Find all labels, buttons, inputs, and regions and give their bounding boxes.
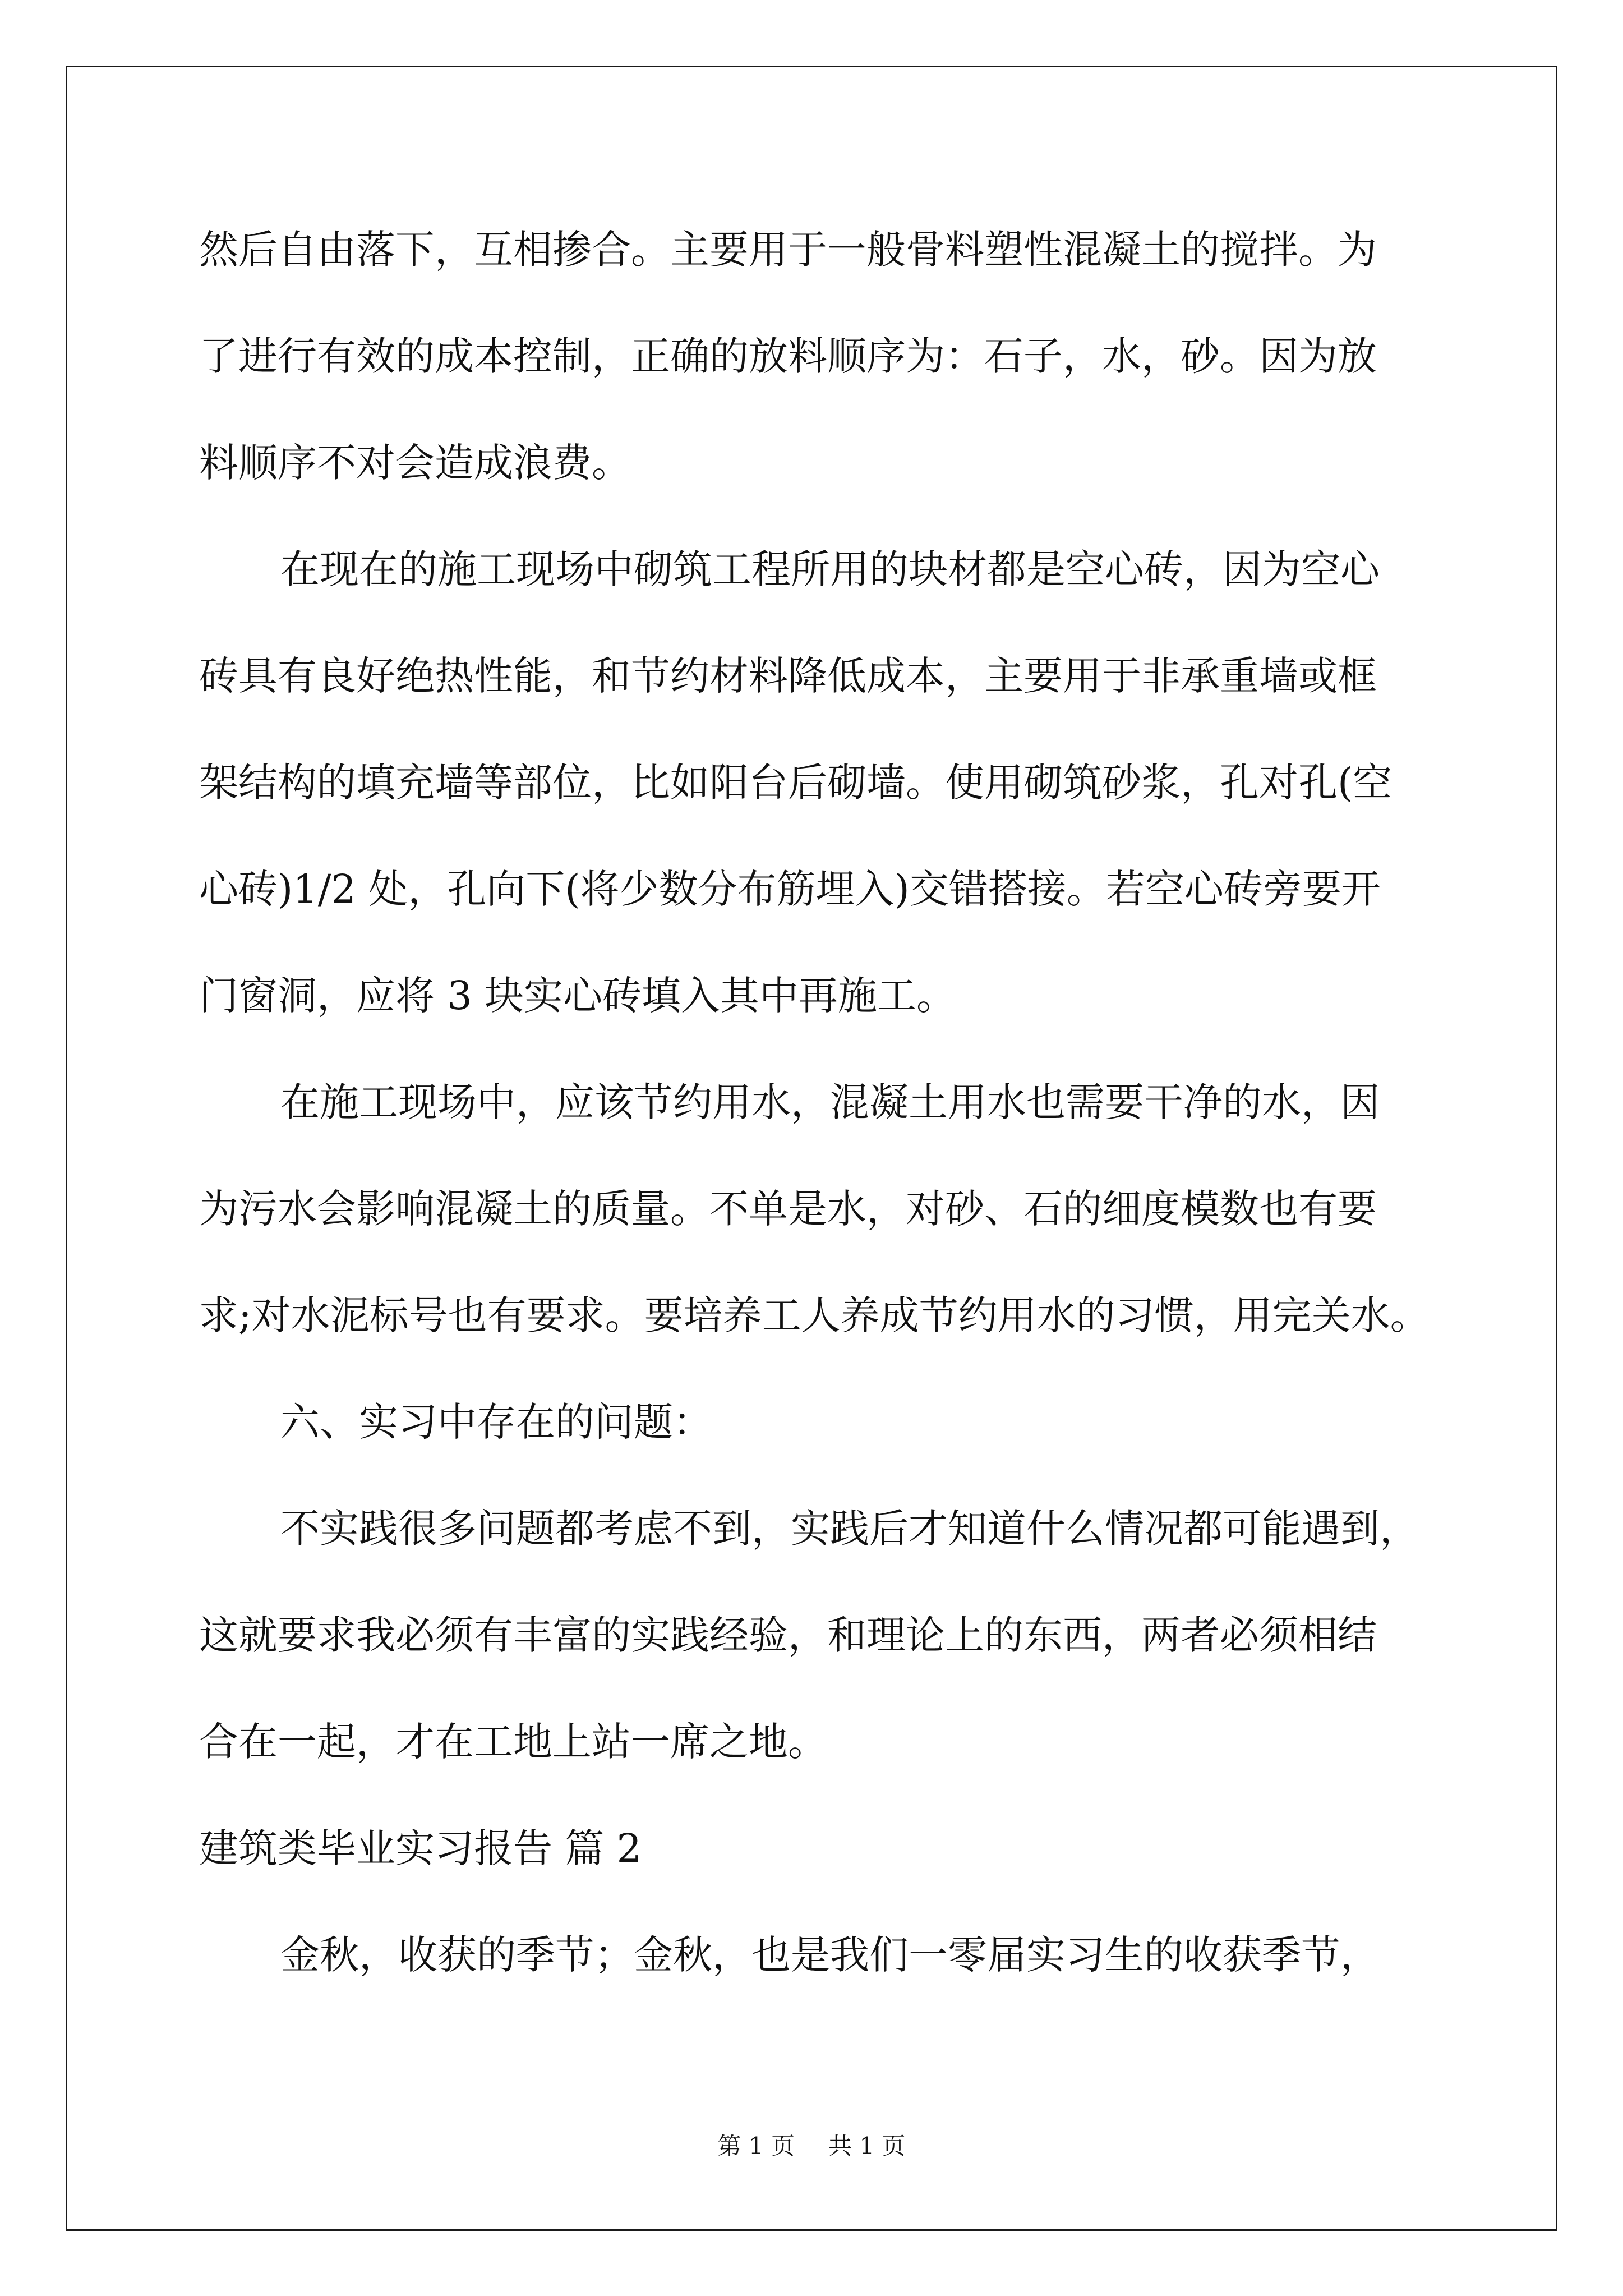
paragraph-line: 求;对水泥标号也有要求。要培养工人养成节约用水的习惯，用完关水。 (199, 1292, 1430, 1338)
section-heading: 六、实习中存在的问题： (280, 1399, 712, 1445)
paragraph-line: 金秋，收获的季节；金秋，也是我们一零届实习生的收获季节， (280, 1932, 1380, 1978)
paragraph-line: 门窗洞，应将 3 块实心砖填入其中再施工。 (199, 973, 956, 1019)
paragraph-line: 这就要求我必须有丰富的实践经验，和理论上的东西，两者必须相结 (199, 1612, 1377, 1658)
paragraph-line: 不实践很多问题都考虑不到，实践后才知道什么情况都可能遇到， (280, 1506, 1419, 1552)
paragraph-line: 然后自由落下，互相掺合。主要用于一般骨料塑性混凝土的搅拌。为 (199, 227, 1377, 273)
paragraph-line: 为污水会影响混凝土的质量。不单是水，对砂、石的细度模数也有要 (199, 1186, 1377, 1232)
paragraph-line: 心砖)1/2 处，孔向下(将少数分布筋埋入)交错搭接。若空心砖旁要开 (199, 866, 1381, 912)
page-total: 共 1 页 (828, 2132, 906, 2160)
paragraph-line: 合在一起，才在工地上站一席之地。 (199, 1719, 827, 1765)
paragraph-line: 在现在的施工现场中砌筑工程所用的块材都是空心砖，因为空心 (280, 546, 1380, 592)
page-number: 第 1 页 (717, 2132, 795, 2160)
paragraph-line: 砖具有良好绝热性能，和节约材料降低成本，主要用于非承重墙或框 (199, 653, 1377, 699)
paragraph-line: 架结构的填充墙等部位，比如阳台后砌墙。使用砌筑砂浆，孔对孔(空 (199, 760, 1393, 806)
article-title: 建筑类毕业实习报告 篇 2 (199, 1825, 642, 1871)
page-footer (0, 2131, 1623, 2162)
page-border (66, 66, 1557, 2231)
paragraph-line: 在施工现场中，应该节约用水，混凝土用水也需要干净的水，因 (280, 1079, 1380, 1125)
paragraph-line: 料顺序不对会造成浪费。 (199, 440, 631, 486)
paragraph-line: 了进行有效的成本控制，正确的放料顺序为：石子，水，砂。因为放 (199, 333, 1377, 379)
